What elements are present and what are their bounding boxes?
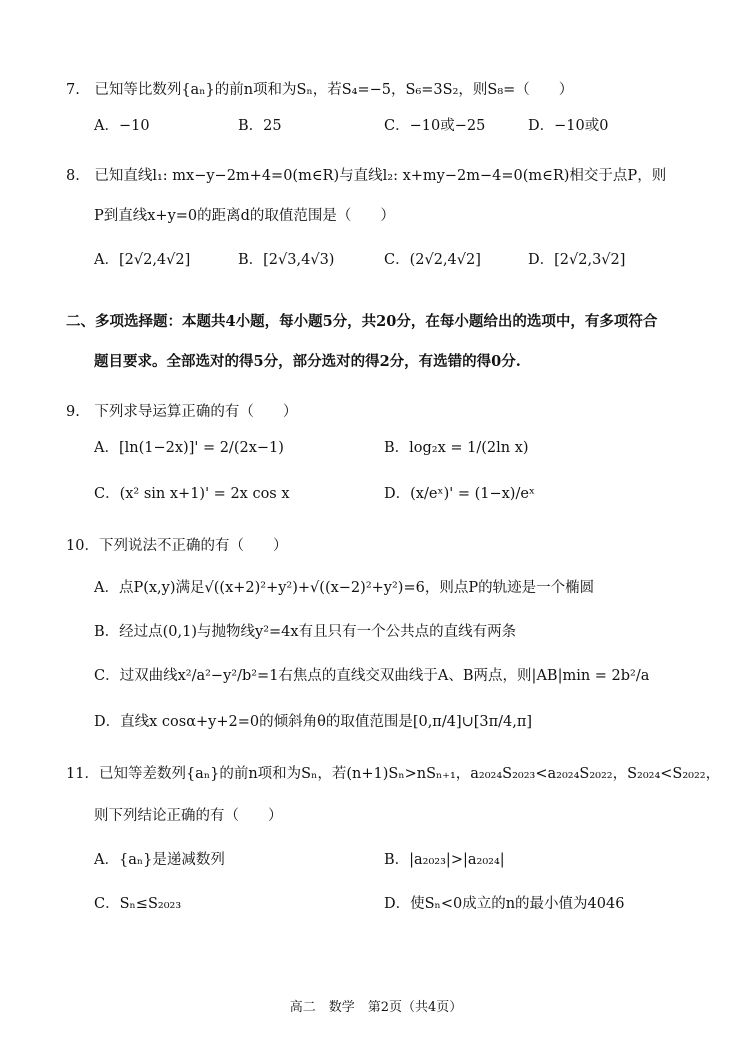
- q10-stem: 10．下列说法不正确的有（ ）: [66, 538, 288, 554]
- q9-option-b: B．log₂x = 1/(2ln x): [384, 440, 529, 456]
- q11-option-d: D．使Sₙ<0成立的n的最小值为4046: [384, 896, 625, 912]
- q7-option-d: D．−10或0: [528, 118, 609, 134]
- q8-stem-line1: 8. 已知直线l₁: mx−y−2m+4=0(m∈R)与直线l₂: x+my−2m−4=0(m∈R)相交于点P，则: [66, 168, 667, 184]
- q9-option-a: A．[ln(1−2x)]' = 2/(2x−1): [94, 440, 284, 456]
- q7-option-a: A．−10: [94, 118, 150, 134]
- q10-option-a: A．点P(x,y)满足√((x+2)²+y²)+√((x−2)²+y²)=6，则点P的轨迹是一个椭圆: [94, 580, 595, 596]
- q8-option-b: B．[2√3,4√3): [238, 252, 335, 268]
- q11-option-b: B．|a₂₀₂₃|>|a₂₀₂₄|: [384, 852, 505, 868]
- q8-stem-line2: P到直线x+y=0的距离d的取值范围是（ ）: [94, 208, 395, 224]
- q10-option-b: B．经过点(0,1)与抛物线y²=4x有且只有一个公共点的直线有两条: [94, 624, 517, 640]
- q11-option-c: C．Sₙ≤S₂₀₂₃: [94, 896, 182, 912]
- q9-option-d: D．(x/eˣ)' = (1−x)/eˣ: [384, 486, 536, 502]
- q8-option-d: D．[2√2,3√2]: [528, 252, 626, 268]
- q11-option-a: A．{aₙ}是递减数列: [94, 852, 225, 868]
- q9-stem: 9. 下列求导运算正确的有（ ）: [66, 404, 298, 420]
- q8-option-c: C．(2√2,4√2]: [384, 252, 481, 268]
- q7-stem: 7. 已知等比数列{aₙ}的前n项和为Sₙ，若S₄=−5，S₆=3S₂，则S₈=（ ）: [66, 82, 574, 98]
- q7-option-c: C．−10或−25: [384, 118, 486, 134]
- q10-option-d: D．直线x cosα+y+2=0的倾斜角θ的取值范围是[0,π/4]∪[3π/4,π]: [94, 714, 533, 730]
- section2-heading-line1: 二、多项选择题：本题共4小题，每小题5分，共20分，在每小题给出的选项中，有多项符合: [66, 313, 658, 330]
- q7-option-b: B．25: [238, 118, 282, 134]
- q10-option-c: C．过双曲线x²/a²−y²/b²=1右焦点的直线交双曲线于A、B两点，则|AB|min = 2b²/a: [94, 668, 650, 684]
- section2-heading-line2: 题目要求。全部选对的得5分，部分选对的得2分，有选错的得0分.: [94, 353, 521, 370]
- q9-option-c: C．(x² sin x+1)' = 2x cos x: [94, 486, 290, 502]
- q8-option-a: A．[2√2,4√2]: [94, 252, 191, 268]
- page-footer: 高二 数学 第2页（共4页）: [289, 1000, 463, 1015]
- q11-stem-line2: 则下列结论正确的有（ ）: [94, 808, 283, 824]
- q11-stem-line1: 11．已知等差数列{aₙ}的前n项和为Sₙ，若(n+1)Sₙ>nSₙ₊₁，a₂₀₂₄S₂₀₂₃<a₂₀₂₄S₂₀₂₂，S₂₀₂₄<S₂₀₂₂，: [66, 766, 721, 782]
